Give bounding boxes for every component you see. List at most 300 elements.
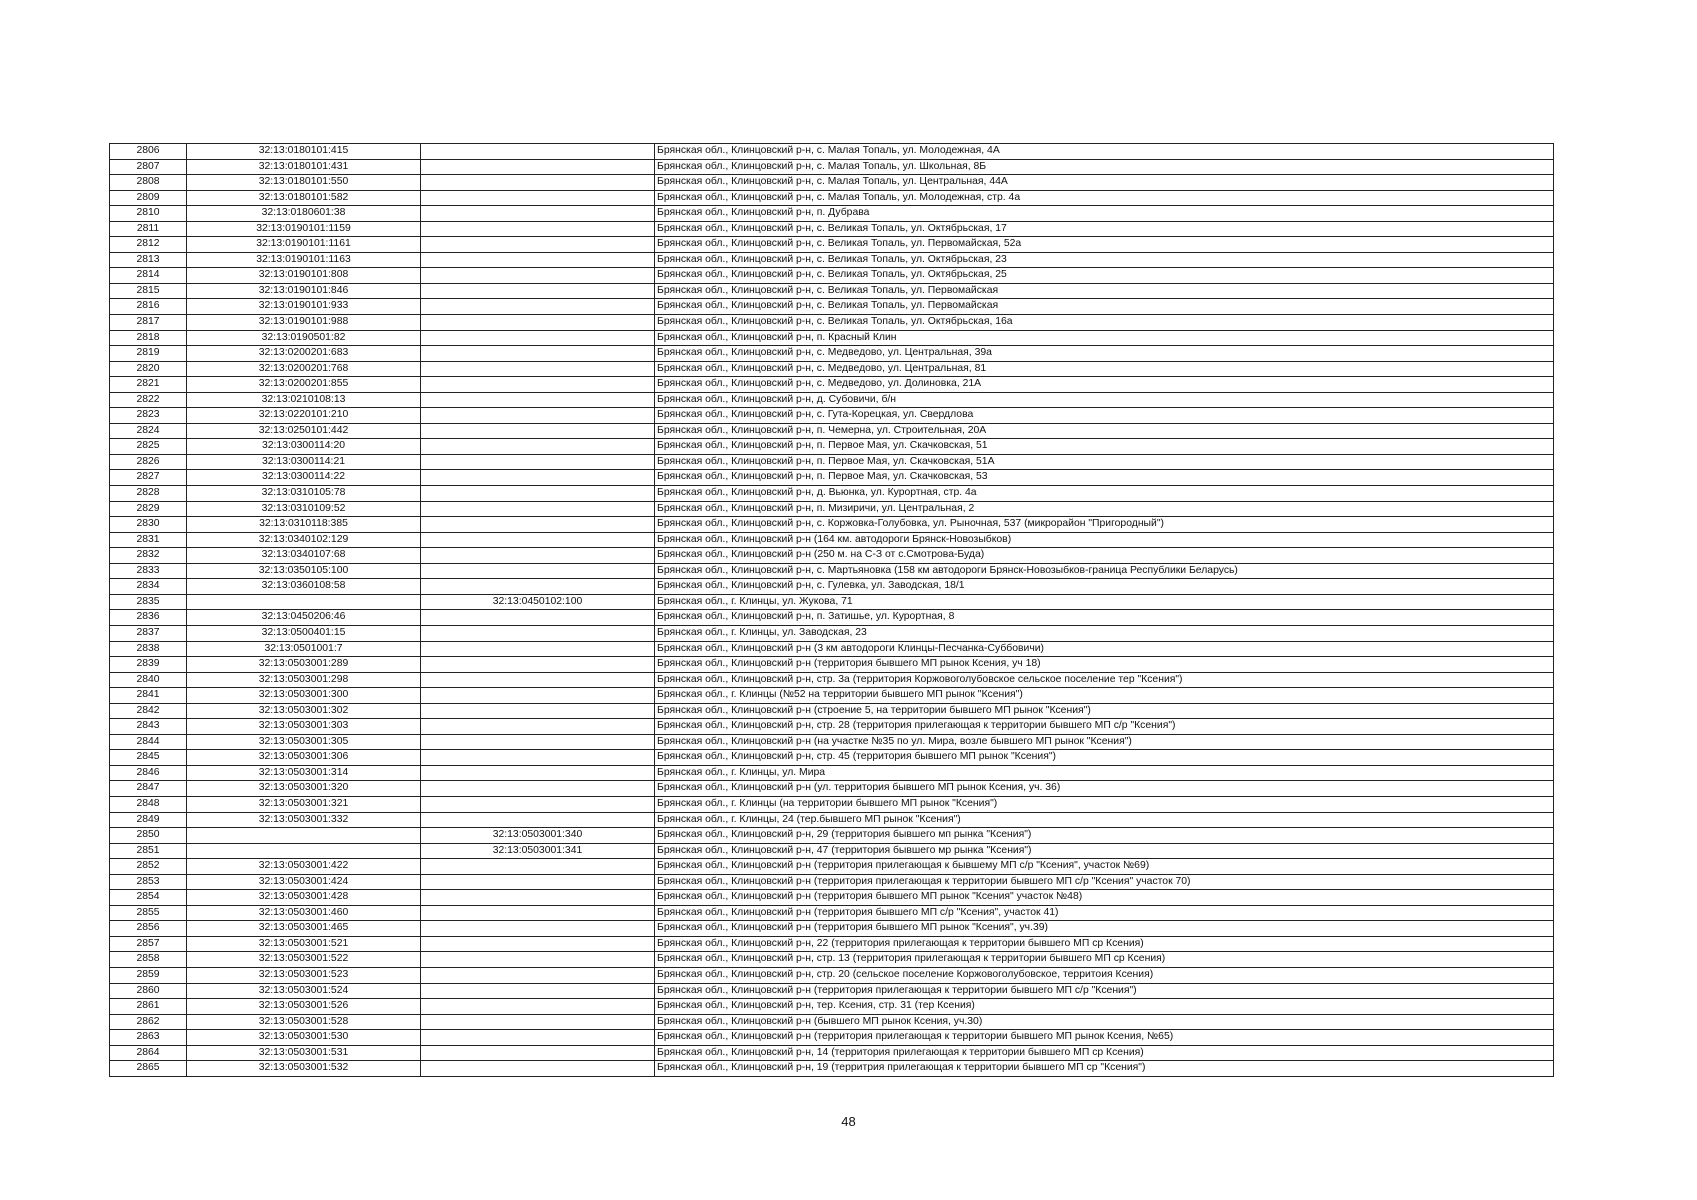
cadastral-number-cell: 32:13:0200201:768 bbox=[187, 361, 421, 377]
cadastral-number-cell: 32:13:0310105:78 bbox=[187, 486, 421, 502]
table-row bbox=[110, 1014, 1554, 1030]
table-row bbox=[110, 159, 1554, 175]
row-number-cell: 2859 bbox=[110, 967, 187, 983]
cadastral-number-cell bbox=[187, 594, 421, 610]
address-cell: Брянская обл., Клинцовский р-н, с. Коржовка-Голубовка, ул. Рыночная, 537 (микрорайон "Пригородный") bbox=[655, 517, 1554, 533]
row-number-cell: 2838 bbox=[110, 641, 187, 657]
row-number-cell: 2842 bbox=[110, 703, 187, 719]
table-row bbox=[110, 843, 1554, 859]
table-row bbox=[110, 237, 1554, 253]
alt-cadastral-number-cell bbox=[421, 532, 655, 548]
cadastral-number-cell: 32:13:0503001:289 bbox=[187, 657, 421, 673]
table-row bbox=[110, 408, 1554, 424]
registry-table-body bbox=[110, 144, 1554, 1077]
address-cell: Брянская обл., Клинцовский р-н, с. Великая Топаль, ул. Первомайская, 52а bbox=[655, 237, 1554, 253]
table-row bbox=[110, 719, 1554, 735]
address-cell: Брянская обл., Клинцовский р-н, п. Первое Мая, ул. Скачковская, 51 bbox=[655, 439, 1554, 455]
table-row bbox=[110, 175, 1554, 191]
row-number-cell: 2834 bbox=[110, 579, 187, 595]
table-row bbox=[110, 315, 1554, 331]
cadastral-number-cell: 32:13:0180101:582 bbox=[187, 190, 421, 206]
cadastral-number-cell: 32:13:0190101:933 bbox=[187, 299, 421, 315]
row-number-cell: 2821 bbox=[110, 377, 187, 393]
address-cell: Брянская обл., Клинцовский р-н (бывшего МП рынок Ксения, уч.30) bbox=[655, 1014, 1554, 1030]
row-number-cell: 2813 bbox=[110, 252, 187, 268]
table-row bbox=[110, 268, 1554, 284]
row-number-cell: 2839 bbox=[110, 657, 187, 673]
cadastral-number-cell: 32:13:0503001:314 bbox=[187, 765, 421, 781]
cadastral-number-cell: 32:13:0503001:302 bbox=[187, 703, 421, 719]
table-row bbox=[110, 501, 1554, 517]
table-row bbox=[110, 874, 1554, 890]
cadastral-number-cell: 32:13:0503001:321 bbox=[187, 796, 421, 812]
row-number-cell: 2845 bbox=[110, 750, 187, 766]
alt-cadastral-number-cell bbox=[421, 517, 655, 533]
table-row bbox=[110, 1061, 1554, 1077]
address-cell: Брянская обл., Клинцовский р-н (строение 5, на территории бывшего МП рынок "Ксения") bbox=[655, 703, 1554, 719]
cadastral-number-cell: 32:13:0180101:415 bbox=[187, 144, 421, 160]
cadastral-number-cell: 32:13:0180101:431 bbox=[187, 159, 421, 175]
cadastral-number-cell: 32:13:0190101:1163 bbox=[187, 252, 421, 268]
row-number-cell: 2841 bbox=[110, 688, 187, 704]
address-cell: Брянская обл., Клинцовский р-н (250 м. на С-З от с.Смотрова-Буда) bbox=[655, 548, 1554, 564]
alt-cadastral-number-cell bbox=[421, 563, 655, 579]
cadastral-number-cell: 32:13:0503001:531 bbox=[187, 1045, 421, 1061]
address-cell: Брянская обл., Клинцовский р-н, с. Медведово, ул. Долиновка, 21А bbox=[655, 377, 1554, 393]
cadastral-number-cell: 32:13:0503001:530 bbox=[187, 1030, 421, 1046]
cadastral-number-cell: 32:13:0503001:524 bbox=[187, 983, 421, 999]
address-cell: Брянская обл., Клинцовский р-н, с. Малая Топаль, ул. Молодежная, стр. 4а bbox=[655, 190, 1554, 206]
address-cell: Брянская обл., Клинцовский р-н, с. Гута-Корецкая, ул. Свердлова bbox=[655, 408, 1554, 424]
alt-cadastral-number-cell bbox=[421, 952, 655, 968]
alt-cadastral-number-cell bbox=[421, 268, 655, 284]
table-row bbox=[110, 781, 1554, 797]
address-cell: Брянская обл., Клинцовский р-н, с. Малая Топаль, ул. Молодежная, 4А bbox=[655, 144, 1554, 160]
address-cell: Брянская обл., г. Клинцы, ул. Мира bbox=[655, 765, 1554, 781]
row-number-cell: 2852 bbox=[110, 859, 187, 875]
address-cell: Брянская обл., Клинцовский р-н, п. Первое Мая, ул. Скачковская, 51А bbox=[655, 454, 1554, 470]
cadastral-number-cell: 32:13:0503001:424 bbox=[187, 874, 421, 890]
cadastral-number-cell: 32:13:0503001:303 bbox=[187, 719, 421, 735]
cadastral-number-cell: 32:13:0180101:550 bbox=[187, 175, 421, 191]
alt-cadastral-number-cell bbox=[421, 750, 655, 766]
alt-cadastral-number-cell bbox=[421, 890, 655, 906]
alt-cadastral-number-cell bbox=[421, 905, 655, 921]
address-cell: Брянская обл., Клинцовский р-н (территория бывшего МП с/р "Ксения", участок 41) bbox=[655, 905, 1554, 921]
address-cell: Брянская обл., Клинцовский р-н (территория прилегающая к территории бывшего МП рынок Ксения, №65) bbox=[655, 1030, 1554, 1046]
row-number-cell: 2854 bbox=[110, 890, 187, 906]
cadastral-number-cell: 32:13:0503001:298 bbox=[187, 672, 421, 688]
address-cell: Брянская обл., Клинцовский р-н, с. Гулевка, ул. Заводская, 18/1 bbox=[655, 579, 1554, 595]
alt-cadastral-number-cell bbox=[421, 159, 655, 175]
alt-cadastral-number-cell bbox=[421, 190, 655, 206]
table-row bbox=[110, 423, 1554, 439]
table-row bbox=[110, 796, 1554, 812]
row-number-cell: 2812 bbox=[110, 237, 187, 253]
alt-cadastral-number-cell bbox=[421, 175, 655, 191]
alt-cadastral-number-cell bbox=[421, 1045, 655, 1061]
table-row bbox=[110, 905, 1554, 921]
alt-cadastral-number-cell: 32:13:0450102:100 bbox=[421, 594, 655, 610]
alt-cadastral-number-cell: 32:13:0503001:340 bbox=[421, 828, 655, 844]
cadastral-number-cell: 32:13:0503001:422 bbox=[187, 859, 421, 875]
cadastral-number-cell: 32:13:0350105:100 bbox=[187, 563, 421, 579]
cadastral-number-cell: 32:13:0300114:20 bbox=[187, 439, 421, 455]
alt-cadastral-number-cell bbox=[421, 1014, 655, 1030]
address-cell: Брянская обл., Клинцовский р-н, д. Субовичи, б/н bbox=[655, 392, 1554, 408]
address-cell: Брянская обл., Клинцовский р-н (территория прилегающая к бывшему МП с/р "Ксения", участок №69) bbox=[655, 859, 1554, 875]
row-number-cell: 2844 bbox=[110, 734, 187, 750]
address-cell: Брянская обл., Клинцовский р-н (территория бывшего МП рынок "Ксения" участок №48) bbox=[655, 890, 1554, 906]
address-cell: Брянская обл., г. Клинцы, 24 (тер.бывшего МП рынок "Ксения") bbox=[655, 812, 1554, 828]
table-row bbox=[110, 921, 1554, 937]
alt-cadastral-number-cell bbox=[421, 283, 655, 299]
row-number-cell: 2810 bbox=[110, 206, 187, 222]
address-cell: Брянская обл., Клинцовский р-н, с. Великая Топаль, ул. Октябрьская, 23 bbox=[655, 252, 1554, 268]
cadastral-number-cell: 32:13:0310118:385 bbox=[187, 517, 421, 533]
row-number-cell: 2858 bbox=[110, 952, 187, 968]
cadastral-number-cell: 32:13:0503001:332 bbox=[187, 812, 421, 828]
cadastral-number-cell: 32:13:0300114:22 bbox=[187, 470, 421, 486]
alt-cadastral-number-cell bbox=[421, 610, 655, 626]
alt-cadastral-number-cell bbox=[421, 641, 655, 657]
cadastral-number-cell: 32:13:0503001:305 bbox=[187, 734, 421, 750]
row-number-cell: 2814 bbox=[110, 268, 187, 284]
address-cell: Брянская обл., Клинцовский р-н, п. Мизиричи, ул. Центральная, 2 bbox=[655, 501, 1554, 517]
address-cell: Брянская обл., Клинцовский р-н (164 км. автодороги Брянск-Новозыбков) bbox=[655, 532, 1554, 548]
row-number-cell: 2835 bbox=[110, 594, 187, 610]
table-row bbox=[110, 361, 1554, 377]
row-number-cell: 2822 bbox=[110, 392, 187, 408]
row-number-cell: 2836 bbox=[110, 610, 187, 626]
alt-cadastral-number-cell bbox=[421, 377, 655, 393]
cadastral-number-cell: 32:13:0503001:300 bbox=[187, 688, 421, 704]
alt-cadastral-number-cell bbox=[421, 657, 655, 673]
address-cell: Брянская обл., Клинцовский р-н (территория бывшего МП рынок Ксения, уч 18) bbox=[655, 657, 1554, 673]
row-number-cell: 2809 bbox=[110, 190, 187, 206]
cadastral-number-cell: 32:13:0190101:1159 bbox=[187, 221, 421, 237]
address-cell: Брянская обл., г. Клинцы, ул. Заводская, 23 bbox=[655, 625, 1554, 641]
table-row bbox=[110, 672, 1554, 688]
address-cell: Брянская обл., Клинцовский р-н, с. Малая Топаль, ул. Школьная, 8Б bbox=[655, 159, 1554, 175]
address-cell: Брянская обл., Клинцовский р-н, 29 (территория бывшего мп рынка "Ксения") bbox=[655, 828, 1554, 844]
table-row bbox=[110, 392, 1554, 408]
alt-cadastral-number-cell bbox=[421, 967, 655, 983]
cadastral-number-cell: 32:13:0340102:129 bbox=[187, 532, 421, 548]
table-row bbox=[110, 1045, 1554, 1061]
table-row bbox=[110, 532, 1554, 548]
row-number-cell: 2827 bbox=[110, 470, 187, 486]
row-number-cell: 2864 bbox=[110, 1045, 187, 1061]
address-cell: Брянская обл., Клинцовский р-н, д. Вьюнка, ул. Курортная, стр. 4а bbox=[655, 486, 1554, 502]
address-cell: Брянская обл., Клинцовский р-н, с. Великая Топаль, ул. Первомайская bbox=[655, 299, 1554, 315]
row-number-cell: 2811 bbox=[110, 221, 187, 237]
row-number-cell: 2862 bbox=[110, 1014, 187, 1030]
alt-cadastral-number-cell bbox=[421, 361, 655, 377]
alt-cadastral-number-cell bbox=[421, 486, 655, 502]
property-registry-table bbox=[109, 143, 1554, 1077]
row-number-cell: 2850 bbox=[110, 828, 187, 844]
cadastral-number-cell: 32:13:0220101:210 bbox=[187, 408, 421, 424]
alt-cadastral-number-cell bbox=[421, 579, 655, 595]
alt-cadastral-number-cell: 32:13:0503001:341 bbox=[421, 843, 655, 859]
table-row bbox=[110, 346, 1554, 362]
cadastral-number-cell: 32:13:0250101:442 bbox=[187, 423, 421, 439]
row-number-cell: 2846 bbox=[110, 765, 187, 781]
cadastral-number-cell: 32:13:0190101:808 bbox=[187, 268, 421, 284]
alt-cadastral-number-cell bbox=[421, 1061, 655, 1077]
cadastral-number-cell: 32:13:0501001:7 bbox=[187, 641, 421, 657]
address-cell: Брянская обл., Клинцовский р-н (территория прилегающая к территории бывшего МП с/р "Ксения") bbox=[655, 983, 1554, 999]
table-row bbox=[110, 330, 1554, 346]
table-row bbox=[110, 594, 1554, 610]
row-number-cell: 2847 bbox=[110, 781, 187, 797]
row-number-cell: 2807 bbox=[110, 159, 187, 175]
row-number-cell: 2848 bbox=[110, 796, 187, 812]
table-row bbox=[110, 221, 1554, 237]
address-cell: Брянская обл., Клинцовский р-н, 19 (территрия прилегающая к территории бывшего МП ср "Ксения") bbox=[655, 1061, 1554, 1077]
row-number-cell: 2837 bbox=[110, 625, 187, 641]
alt-cadastral-number-cell bbox=[421, 423, 655, 439]
address-cell: Брянская обл., Клинцовский р-н, с. Великая Топаль, ул. Первомайская bbox=[655, 283, 1554, 299]
alt-cadastral-number-cell bbox=[421, 921, 655, 937]
address-cell: Брянская обл., Клинцовский р-н, п. Красный Клин bbox=[655, 330, 1554, 346]
cadastral-number-cell: 32:13:0190101:988 bbox=[187, 315, 421, 331]
address-cell: Брянская обл., Клинцовский р-н, с. Великая Топаль, ул. Октябрьская, 25 bbox=[655, 268, 1554, 284]
address-cell: Брянская обл., Клинцовский р-н, с. Великая Топаль, ул. Октябрьская, 17 bbox=[655, 221, 1554, 237]
alt-cadastral-number-cell bbox=[421, 812, 655, 828]
row-number-cell: 2833 bbox=[110, 563, 187, 579]
address-cell: Брянская обл., Клинцовский р-н, с. Медведово, ул. Центральная, 39а bbox=[655, 346, 1554, 362]
row-number-cell: 2853 bbox=[110, 874, 187, 890]
address-cell: Брянская обл., Клинцовский р-н, 14 (территория прилегающая к территории бывшего МП ср Ксения) bbox=[655, 1045, 1554, 1061]
table-row bbox=[110, 454, 1554, 470]
address-cell: Брянская обл., Клинцовский р-н (ул. территория бывшего МП рынок Ксения, уч. 36) bbox=[655, 781, 1554, 797]
address-cell: Брянская обл., Клинцовский р-н, стр. 13 (территория прилегающая к территории бывшего МП ср Ксения) bbox=[655, 952, 1554, 968]
table-row bbox=[110, 579, 1554, 595]
row-number-cell: 2817 bbox=[110, 315, 187, 331]
cadastral-number-cell: 32:13:0190101:1161 bbox=[187, 237, 421, 253]
address-cell: Брянская обл., Клинцовский р-н, стр. 28 (территория прилегающая к территории бывшего МП с/р "Ксения") bbox=[655, 719, 1554, 735]
row-number-cell: 2820 bbox=[110, 361, 187, 377]
table-row bbox=[110, 936, 1554, 952]
cadastral-number-cell: 32:13:0190501:82 bbox=[187, 330, 421, 346]
cadastral-number-cell: 32:13:0200201:855 bbox=[187, 377, 421, 393]
alt-cadastral-number-cell bbox=[421, 765, 655, 781]
alt-cadastral-number-cell bbox=[421, 144, 655, 160]
row-number-cell: 2855 bbox=[110, 905, 187, 921]
table-row bbox=[110, 563, 1554, 579]
alt-cadastral-number-cell bbox=[421, 859, 655, 875]
row-number-cell: 2823 bbox=[110, 408, 187, 424]
alt-cadastral-number-cell bbox=[421, 408, 655, 424]
table-row bbox=[110, 890, 1554, 906]
row-number-cell: 2806 bbox=[110, 144, 187, 160]
alt-cadastral-number-cell bbox=[421, 299, 655, 315]
row-number-cell: 2824 bbox=[110, 423, 187, 439]
alt-cadastral-number-cell bbox=[421, 999, 655, 1015]
alt-cadastral-number-cell bbox=[421, 781, 655, 797]
cadastral-number-cell: 32:13:0200201:683 bbox=[187, 346, 421, 362]
row-number-cell: 2843 bbox=[110, 719, 187, 735]
address-cell: Брянская обл., Клинцовский р-н, стр. 3а (территория Коржовоголубовское сельское поселение тер "Ксения") bbox=[655, 672, 1554, 688]
address-cell: Брянская обл., Клинцовский р-н, с. Малая Топаль, ул. Центральная, 44А bbox=[655, 175, 1554, 191]
alt-cadastral-number-cell bbox=[421, 315, 655, 331]
row-number-cell: 2830 bbox=[110, 517, 187, 533]
table-row bbox=[110, 952, 1554, 968]
cadastral-number-cell: 32:13:0300114:21 bbox=[187, 454, 421, 470]
table-row bbox=[110, 517, 1554, 533]
table-row bbox=[110, 999, 1554, 1015]
row-number-cell: 2816 bbox=[110, 299, 187, 315]
cadastral-number-cell: 32:13:0503001:320 bbox=[187, 781, 421, 797]
alt-cadastral-number-cell bbox=[421, 206, 655, 222]
alt-cadastral-number-cell bbox=[421, 1030, 655, 1046]
cadastral-number-cell: 32:13:0340107:68 bbox=[187, 548, 421, 564]
address-cell: Брянская обл., Клинцовский р-н, п. Чемерна, ул. Строительная, 20А bbox=[655, 423, 1554, 439]
row-number-cell: 2819 bbox=[110, 346, 187, 362]
row-number-cell: 2825 bbox=[110, 439, 187, 455]
address-cell: Брянская обл., Клинцовский р-н (территория бывшего МП рынок "Ксения", уч.39) bbox=[655, 921, 1554, 937]
table-row bbox=[110, 610, 1554, 626]
address-cell: Брянская обл., Клинцовский р-н (на участке №35 по ул. Мира, возле бывшего МП рынок "Ксения") bbox=[655, 734, 1554, 750]
row-number-cell: 2865 bbox=[110, 1061, 187, 1077]
address-cell: Брянская обл., Клинцовский р-н, п. Затишье, ул. Курортная, 8 bbox=[655, 610, 1554, 626]
table-row bbox=[110, 439, 1554, 455]
alt-cadastral-number-cell bbox=[421, 392, 655, 408]
alt-cadastral-number-cell bbox=[421, 625, 655, 641]
cadastral-number-cell: 32:13:0190101:846 bbox=[187, 283, 421, 299]
alt-cadastral-number-cell bbox=[421, 501, 655, 517]
table-row bbox=[110, 641, 1554, 657]
row-number-cell: 2831 bbox=[110, 532, 187, 548]
table-row bbox=[110, 812, 1554, 828]
address-cell: Брянская обл., Клинцовский р-н, стр. 45 (территория бывшего МП рынок "Ксения") bbox=[655, 750, 1554, 766]
address-cell: Брянская обл., г. Клинцы (на территории бывшего МП рынок "Ксения") bbox=[655, 796, 1554, 812]
cadastral-number-cell: 32:13:0180601:38 bbox=[187, 206, 421, 222]
alt-cadastral-number-cell bbox=[421, 346, 655, 362]
alt-cadastral-number-cell bbox=[421, 672, 655, 688]
alt-cadastral-number-cell bbox=[421, 796, 655, 812]
row-number-cell: 2856 bbox=[110, 921, 187, 937]
cadastral-number-cell: 32:13:0503001:460 bbox=[187, 905, 421, 921]
alt-cadastral-number-cell bbox=[421, 237, 655, 253]
row-number-cell: 2815 bbox=[110, 283, 187, 299]
cadastral-number-cell: 32:13:0450206:46 bbox=[187, 610, 421, 626]
alt-cadastral-number-cell bbox=[421, 470, 655, 486]
row-number-cell: 2860 bbox=[110, 983, 187, 999]
alt-cadastral-number-cell bbox=[421, 983, 655, 999]
cadastral-number-cell: 32:13:0503001:523 bbox=[187, 967, 421, 983]
row-number-cell: 2832 bbox=[110, 548, 187, 564]
alt-cadastral-number-cell bbox=[421, 454, 655, 470]
cadastral-number-cell: 32:13:0503001:522 bbox=[187, 952, 421, 968]
address-cell: Брянская обл., г. Клинцы, ул. Жукова, 71 bbox=[655, 594, 1554, 610]
cadastral-number-cell: 32:13:0310109:52 bbox=[187, 501, 421, 517]
alt-cadastral-number-cell bbox=[421, 688, 655, 704]
address-cell: Брянская обл., Клинцовский р-н, 47 (территория бывшего мр рынка "Ксения") bbox=[655, 843, 1554, 859]
row-number-cell: 2828 bbox=[110, 486, 187, 502]
table-row bbox=[110, 859, 1554, 875]
table-row bbox=[110, 144, 1554, 160]
cadastral-number-cell: 32:13:0503001:428 bbox=[187, 890, 421, 906]
table-row bbox=[110, 252, 1554, 268]
row-number-cell: 2849 bbox=[110, 812, 187, 828]
table-row bbox=[110, 548, 1554, 564]
address-cell: Брянская обл., Клинцовский р-н, тер. Ксения, стр. 31 (тер Ксения) bbox=[655, 999, 1554, 1015]
table-row bbox=[110, 750, 1554, 766]
row-number-cell: 2857 bbox=[110, 936, 187, 952]
row-number-cell: 2826 bbox=[110, 454, 187, 470]
table-row bbox=[110, 470, 1554, 486]
row-number-cell: 2829 bbox=[110, 501, 187, 517]
cadastral-number-cell: 32:13:0500401:15 bbox=[187, 625, 421, 641]
table-row bbox=[110, 734, 1554, 750]
row-number-cell: 2863 bbox=[110, 1030, 187, 1046]
alt-cadastral-number-cell bbox=[421, 734, 655, 750]
address-cell: Брянская обл., Клинцовский р-н, п. Первое Мая, ул. Скачковская, 53 bbox=[655, 470, 1554, 486]
table-row bbox=[110, 377, 1554, 393]
table-row bbox=[110, 625, 1554, 641]
cadastral-number-cell bbox=[187, 828, 421, 844]
cadastral-number-cell bbox=[187, 843, 421, 859]
alt-cadastral-number-cell bbox=[421, 252, 655, 268]
alt-cadastral-number-cell bbox=[421, 703, 655, 719]
table-row bbox=[110, 190, 1554, 206]
address-cell: Брянская обл., Клинцовский р-н (3 км автодороги Клинцы-Песчанка-Суббовичи) bbox=[655, 641, 1554, 657]
cadastral-number-cell: 32:13:0503001:465 bbox=[187, 921, 421, 937]
table-row bbox=[110, 983, 1554, 999]
table-row bbox=[110, 283, 1554, 299]
alt-cadastral-number-cell bbox=[421, 439, 655, 455]
cadastral-number-cell: 32:13:0503001:306 bbox=[187, 750, 421, 766]
table-row bbox=[110, 299, 1554, 315]
address-cell: Брянская обл., г. Клинцы (№52 на территории бывшего МП рынок "Ксения") bbox=[655, 688, 1554, 704]
address-cell: Брянская обл., Клинцовский р-н, с. Великая Топаль, ул. Октябрьская, 16а bbox=[655, 315, 1554, 331]
address-cell: Брянская обл., Клинцовский р-н, п. Дубрава bbox=[655, 206, 1554, 222]
table-row bbox=[110, 703, 1554, 719]
address-cell: Брянская обл., Клинцовский р-н, с. Мартьяновка (158 км автодороги Брянск-Новозыбков-граница Республики Беларусь) bbox=[655, 563, 1554, 579]
alt-cadastral-number-cell bbox=[421, 221, 655, 237]
row-number-cell: 2818 bbox=[110, 330, 187, 346]
address-cell: Брянская обл., Клинцовский р-н (территория прилегающая к территории бывшего МП с/р "Ксения" участок 70) bbox=[655, 874, 1554, 890]
row-number-cell: 2861 bbox=[110, 999, 187, 1015]
table-row bbox=[110, 657, 1554, 673]
alt-cadastral-number-cell bbox=[421, 936, 655, 952]
cadastral-number-cell: 32:13:0360108:58 bbox=[187, 579, 421, 595]
cadastral-number-cell: 32:13:0503001:528 bbox=[187, 1014, 421, 1030]
table-row bbox=[110, 1030, 1554, 1046]
alt-cadastral-number-cell bbox=[421, 330, 655, 346]
row-number-cell: 2840 bbox=[110, 672, 187, 688]
address-cell: Брянская обл., Клинцовский р-н, 22 (территория прилегающая к территории бывшего МП ср Ксения) bbox=[655, 936, 1554, 952]
table-row bbox=[110, 967, 1554, 983]
cadastral-number-cell: 32:13:0503001:532 bbox=[187, 1061, 421, 1077]
table-row bbox=[110, 688, 1554, 704]
alt-cadastral-number-cell bbox=[421, 548, 655, 564]
row-number-cell: 2808 bbox=[110, 175, 187, 191]
cadastral-number-cell: 32:13:0210108:13 bbox=[187, 392, 421, 408]
table-row bbox=[110, 486, 1554, 502]
address-cell: Брянская обл., Клинцовский р-н, стр. 20 (сельское поселение Коржовоголубовское, территоия Ксения) bbox=[655, 967, 1554, 983]
cadastral-number-cell: 32:13:0503001:526 bbox=[187, 999, 421, 1015]
alt-cadastral-number-cell bbox=[421, 719, 655, 735]
cadastral-number-cell: 32:13:0503001:521 bbox=[187, 936, 421, 952]
alt-cadastral-number-cell bbox=[421, 874, 655, 890]
table-row bbox=[110, 765, 1554, 781]
row-number-cell: 2851 bbox=[110, 843, 187, 859]
address-cell: Брянская обл., Клинцовский р-н, с. Медведово, ул. Центральная, 81 bbox=[655, 361, 1554, 377]
